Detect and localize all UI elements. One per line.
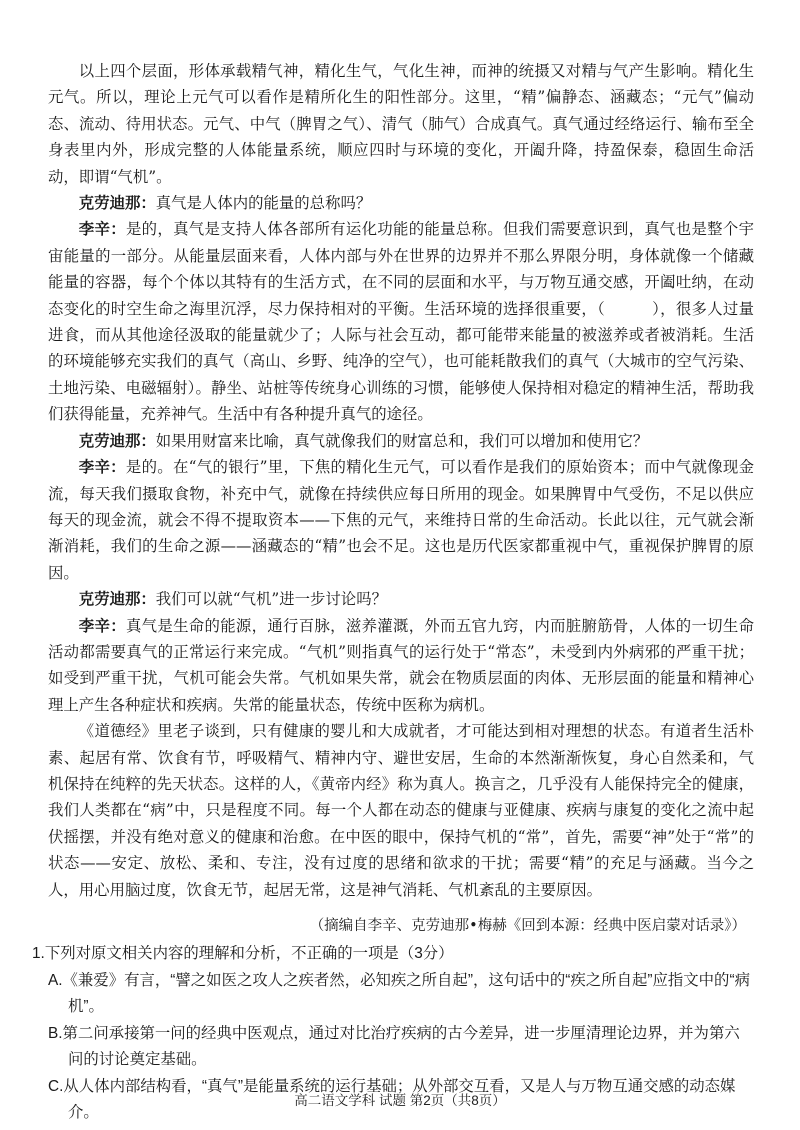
option-a: A.《兼爱》有言，“譬之如医之攻人之疾者然，必知疾之所自起”，这句话中的“疾之所自起”应指文中的“病机”。 [48,971,750,1015]
dialogue-text: 是的。在“气的银行”里，下焦的精化生元气，可以看作是我们的原始资本；而中气就像现金流，每天我们摄取食物，补充中气，就像在持续供应每日所用的现金。如果脾胃中气受伤，不足以供应每天的现金流，就会不得不提取资本——下焦的元气，来维持日常的生命活动。长此以往，元气就会渐渐消耗，我们的生命之源——涵藏态的“精”也会不足。这也是历代医家都重视中气，重视保护脾胃的原因。 [48,458,754,582]
speaker-name: 李辛： [78,458,126,477]
question-stem: 1.下列对原文相关内容的理解和分析，不正确的一项是（3分） [32,945,454,962]
dialogue-text: 如果用财富来比喻，真气就像我们的财富总和，我们可以增加和使用它？ [155,431,649,450]
dialogue-text: 是的，真气是支持人体各部所有运化功能的能量总称。但我们需要意识到，真气也是整个宇宙能量的一部分。从能量层面来看，人体内部与外在世界的边界并不那么界限分明，身体就像一个储藏能量的容器，每个个体以其特有的生活方式，在不同的层面和水平，与万物互通交感，开阖吐纳，在动态变化的时空生命之海里沉浮，尽力保持相对的平衡。生活环境的选择很重要，（ ），很多人过量进食，而从其他途径汲取的能量就少了；人际与社会互动，都可能带来能量的被滋养或者被消耗。生活的环境能够充实我们的真气（高山、乡野、纯净的空气），也可能耗散我们的真气（大城市的空气污染、土地污染、电磁辐射）。静坐、站桩等传统身心训练的习惯，能够使人保持相对稳定的精神生活，帮助我们获得能量，充养神气。生活中有各种提升真气的途径。 [48,220,754,424]
speaker-name: 李辛： [78,616,126,635]
speaker-name: 克劳迪那： [78,431,156,450]
paragraph: 以上四个层面，形体承载精气神，精化生气，气化生神，而神的统摄又对精与气产生影响。精化生元气。所以，理论上元气可以看作是精所化生的阳性部分。这里，“精”偏静态、涵藏态；“元气”偏动态、流动、待用状态。元气、中气（脾胃之气）、清气（肺气）合成真气。真气通过经络运行、输布至全身表里内外，形成完整的人体能量系统，顺应四时与环境的变化，开阖升降，持盈保泰，稳固生命活动，即谓“气机”。 [48,62,754,186]
dialogue-line [48,190,754,216]
option-c: C.从人体内部结构看，“真气”是能量系统的运行基础；从外部交互看，又是人与万物互通交感的动态媒介。 [48,1077,736,1121]
speaker-name: 克劳迪那： [78,194,156,213]
dialogue-text: 真气是人体内的能量的总称吗？ [155,194,372,213]
dialogue-line [48,454,754,586]
speaker-name: 李辛： [78,220,126,239]
exam-page [32,58,754,1127]
dialogue-text: 我们可以就“气机”进一步讨论吗？ [155,590,387,609]
dialogue-line [48,586,754,612]
reading-passage [48,58,754,903]
dialogue-line [48,216,754,427]
paragraph: 《道德经》里老子谈到，只有健康的婴儿和大成就者，才可能达到相对理想的状态。有道者生活朴素、起居有常、饮食有节，呼吸精气、精神内守、避世安居，生命的本然渐渐恢复，身心自然柔和，气机保持在纯粹的先天状态。这样的人，《黄帝内经》称为真人。换言之，几乎没有人能保持完全的健康，我们人类都在“病”中，只是程度不同。每一个人都在动态的健康与亚健康、疾病与康复的变化之流中起伏摇摆，并没有绝对意义的健康和治愈。在中医的眼中，保持气机的“常”，首先，需要“神”处于“常”的状态——安定、放松、柔和、专注，没有过度的思绪和欲求的干扰；需要“精”的充足与涵藏。当今之人，用心用脑过度，饮食无节，起居无常，这是神气消耗、气机紊乱的主要原因。 [48,722,754,899]
dialogue-text: 真气是生命的能源，通行百脉，滋养灌溉，外而五官九窍，内而脏腑筋骨，人体的一切生命活动都需要真气的正常运行来完成。“气机”则指真气的运行处于“常态”，未受到内外病邪的严重干扰；如受到严重干扰，气机可能会失常。气机如果失常，就会在物质层面的肉体、无形层面的能量和精神心理上产生各种症状和疾病。失常的能量状态，传统中医称为病机。 [48,616,754,714]
source-citation: （摘编自李辛、克劳迪那•梅赫《回到本源：经典中医启蒙对话录》） [309,918,746,934]
dialogue-line [48,428,754,454]
dialogue-line [48,613,754,719]
option-b: B.第二问承接第一问的经典中医观点，通过对比治疗疾病的古今差异，进一步厘清理论边界，并为第六问的讨论奠定基础。 [48,1024,740,1068]
speaker-name: 克劳迪那： [78,590,156,609]
page-footer: 高二语文学科 试题 第2页（共8页） [294,1093,506,1108]
